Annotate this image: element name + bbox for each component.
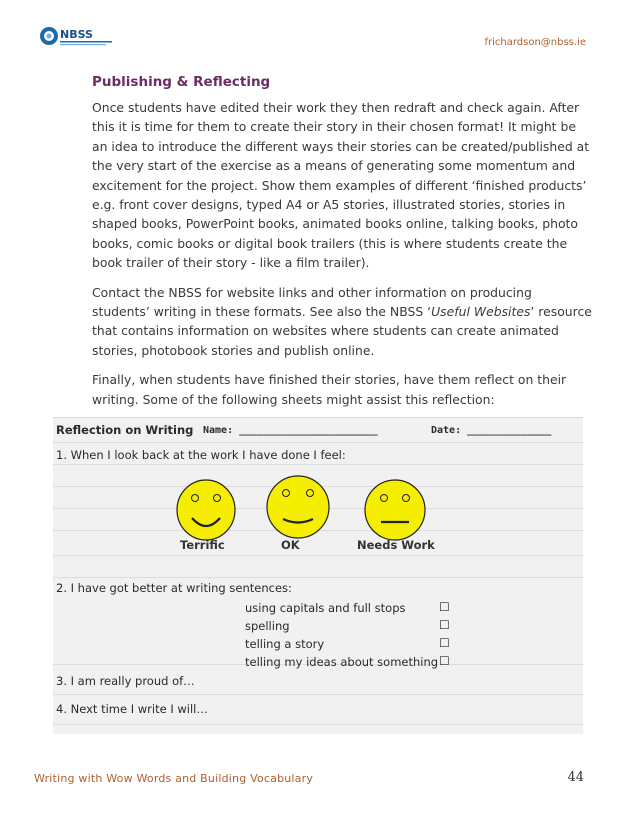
section-heading: Publishing & Reflecting: [92, 74, 271, 90]
date-field[interactable]: Date: ______________: [431, 425, 552, 436]
neutral-face-icon[interactable]: [363, 478, 427, 542]
question-3: 3. I am really proud of…: [56, 674, 195, 688]
option-story: telling a story: [245, 637, 325, 651]
option-ideas: telling my ideas about something: [245, 655, 439, 669]
author-email: frichardson@nbss.ie: [484, 37, 586, 48]
checkbox-story[interactable]: ☐: [439, 636, 450, 650]
question-2: 2. I have got better at writing sentences:: [56, 581, 292, 595]
name-field[interactable]: Name: _______________________: [203, 425, 378, 436]
face-label-terrific: Terrific: [180, 538, 225, 552]
paragraph-contact: Contact the NBSS for website links and other information on producing students’ writing in these formats. See also the NBSS ‘Useful Websites’ resource that contains information on websites where students can create animated stories, photobook stories and publish online.: [92, 284, 592, 358]
nbss-logo: [38, 22, 118, 52]
sheet-title-row: [53, 418, 583, 443]
question-3-row: [53, 664, 583, 695]
face-label-ok: OK: [281, 538, 300, 552]
question-4: 4. Next time I write I will…: [56, 702, 208, 716]
checkbox-capitals[interactable]: ☐: [439, 600, 450, 614]
happy-face-icon[interactable]: [175, 478, 237, 542]
section-content: [92, 74, 592, 419]
question-2-row: [53, 577, 583, 669]
question-1: 1. When I look back at the work I have done I feel:: [56, 448, 346, 462]
option-capitals: using capitals and full stops: [245, 601, 406, 615]
option-spelling: spelling: [245, 619, 290, 633]
svg-text:NBSS: NBSS: [60, 28, 93, 41]
page-number: 44: [567, 770, 584, 785]
paragraph-reflect: Finally, when students have finished their stories, have them reflect on their writing. Some of the following sheets might assist this reflection:: [92, 372, 567, 407]
useful-websites-title: Useful Websites: [431, 304, 531, 320]
checkbox-ideas[interactable]: ☐: [439, 654, 450, 668]
footer-title: Writing with Wow Words and Building Vocabulary: [34, 772, 314, 785]
sheet-title: Reflection on Writing: [56, 423, 194, 437]
checkbox-spelling[interactable]: ☐: [439, 618, 450, 632]
face-label-needs-work: Needs Work: [357, 538, 435, 552]
question-1-row: [53, 442, 583, 465]
ok-face-icon[interactable]: [265, 474, 331, 540]
reflection-sheet: [53, 417, 583, 734]
question-4-row: [53, 694, 583, 725]
paragraph-publishing: Once students have edited their work they then redraft and check again. After this it is time for them to create their story in their chosen format! It might be an idea to introduce the different ways their stories can be created/published at the very start of the exercise as a means of generating some momentum and excitement for the project. Show them examples of different ‘finished products’ e.g. front cover designs, typed A4 or A5 stories, illustrated stories, stories in shaped books, PowerPoint books, animated books online, talking books, photo books, comic books or digital book trailers (this is where students create the book trailer of their story - like a film trailer).: [92, 100, 590, 271]
